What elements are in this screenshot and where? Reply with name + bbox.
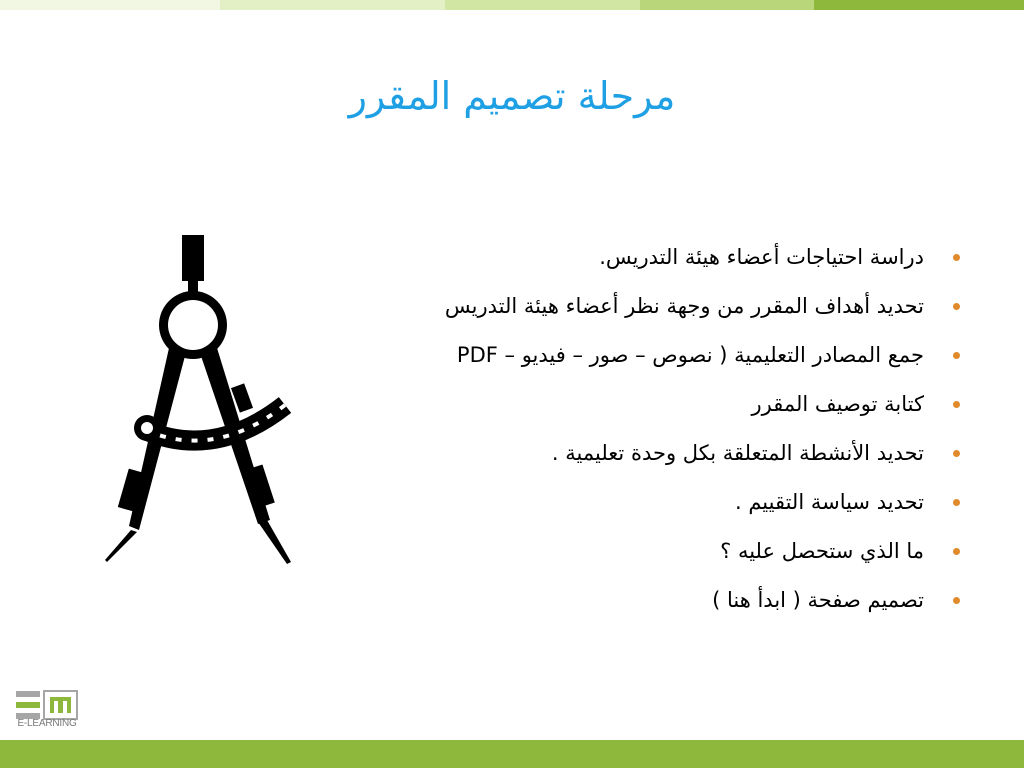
bullet-text: دراسة احتياجات أعضاء هيئة التدريس. bbox=[599, 245, 924, 269]
bullet-text: تصميم صفحة ( ابدأ هنا ) bbox=[712, 588, 924, 612]
bullet-dot bbox=[953, 548, 960, 555]
bullet-text: تحديد أهداف المقرر من وجهة نظر أعضاء هيئة التدريس bbox=[444, 294, 924, 318]
stripe-segment bbox=[640, 0, 814, 10]
drafting-compass-icon bbox=[95, 230, 295, 570]
list-item bbox=[305, 234, 970, 283]
bullet-dot bbox=[953, 352, 960, 359]
bullet-dot bbox=[953, 303, 960, 310]
stripe-segment bbox=[814, 0, 1024, 10]
bullet-dot bbox=[953, 254, 960, 261]
list-item bbox=[305, 381, 970, 430]
stripe-segment bbox=[0, 0, 220, 10]
bullet-list bbox=[305, 234, 970, 634]
top-decorative-stripe bbox=[0, 0, 1024, 10]
stripe-segment bbox=[445, 0, 640, 10]
list-item bbox=[305, 528, 970, 577]
list-item bbox=[305, 577, 970, 626]
bullet-text: جمع المصادر التعليمية ( نصوص – صور – فيديو – PDF bbox=[456, 343, 924, 367]
slide-title: مرحلة تصميم المقرر bbox=[348, 74, 676, 118]
list-item bbox=[305, 283, 970, 332]
list-item bbox=[305, 332, 970, 381]
list-item bbox=[305, 479, 970, 528]
logo-text: E-LEARNING bbox=[17, 718, 77, 729]
bullet-text: كتابة توصيف المقرر bbox=[751, 392, 924, 416]
bullet-dot bbox=[953, 401, 960, 408]
bullet-dot bbox=[953, 597, 960, 604]
stripe-segment bbox=[220, 0, 445, 10]
bullet-dot bbox=[953, 450, 960, 457]
bullet-text: تحديد الأنشطة المتعلقة بكل وحدة تعليمية . bbox=[551, 441, 924, 465]
bullet-dot bbox=[953, 499, 960, 506]
bullet-text: ما الذي ستحصل عليه ؟ bbox=[720, 539, 924, 563]
bottom-decorative-band bbox=[0, 740, 1024, 768]
list-item bbox=[305, 430, 970, 479]
bullet-text: تحديد سياسة التقييم . bbox=[734, 490, 924, 514]
